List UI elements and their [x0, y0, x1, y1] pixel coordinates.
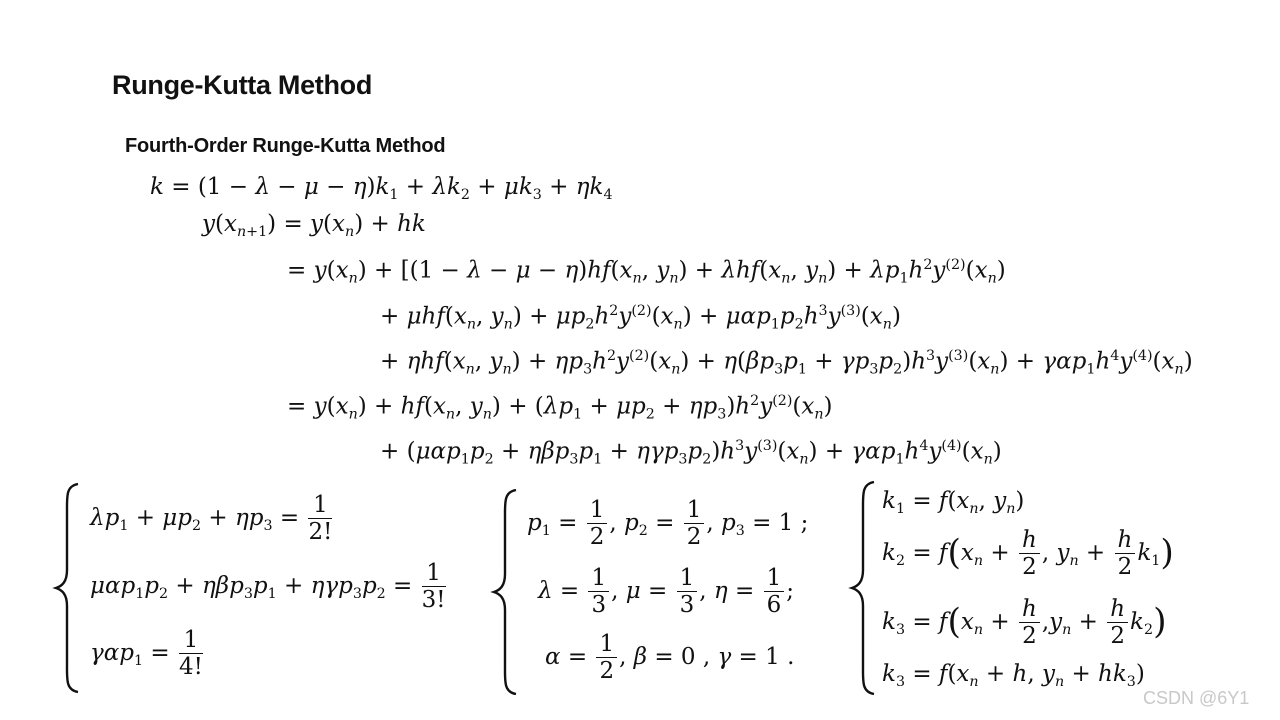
parameters-lambda-mu-eta: λ = $\frac{1}{3}$ , μ = $\frac{1}{3}$ , η = $\frac{1}{6}$ ;	[538, 565, 794, 619]
left-brace-parameters	[490, 488, 520, 696]
equation-y-next: $y(x_{n+1}) = y(x_n)$ + hk	[202, 211, 426, 240]
equation-expansion-line-2: + $\mu hf(x_n$, $y_n) + \mu p_2h^2y^{(2)}(x_n) + \mu\alpha p_1p_2h^3y^{(3)}(x_n)$	[380, 303, 901, 333]
section-subtitle: Fourth-Order Runge-Kutta Method	[125, 135, 446, 157]
k3-definition: $k_3 = f(x_n$ + $\frac{h}{2}$ $,y_n$ + $\frac{h}{2}$ $k_2$)	[882, 596, 1167, 650]
parameters-alpha-beta-gamma: α = $\frac{1}{2}$ , β = 0 , γ = 1 .	[545, 631, 795, 685]
k2-definition: $k_2 = f(x_n$ + $\frac{h}{2}$ , $y_n$ + $\frac{h}{2}$ $k_1$)	[882, 527, 1174, 581]
k4-definition: $k_3 = f(x_n + h$, $y_n + hk_3$)	[882, 661, 1145, 690]
page-title: Runge-Kutta Method	[112, 70, 373, 100]
condition-order-4: γαp$_1$ = $\frac{1}{4!}$	[90, 627, 203, 681]
watermark: CSDN @6Y1	[1143, 688, 1250, 708]
left-brace-k-values	[848, 480, 878, 696]
condition-order-2: $\lambda p_1 + \mu p_2 + \eta p_3$ = $\frac{1}{2!}$	[90, 492, 333, 546]
left-brace-conditions	[52, 482, 82, 694]
equation-expansion-line-3: + $\eta hf(x_n$, $y_n) + \eta p_3h^2y^{(2)}(x_n) + \eta(\beta p_3p_1 + \gamma p_3p_2)h^3y^{(3)}(x_n) + \gamma\alpha p_1h^4y^{(4)}(x_n)$	[380, 348, 1193, 378]
equation-grouped-line-2: + $(\mu\alpha p_1p_2 + \eta\beta p_3p_1 + \eta\gamma p_3p_2)h^3y^{(3)}(x_n) + \gamma\alpha p_1h^4y^{(4)}(x_n)$	[380, 438, 1002, 468]
parameters-p-values: $p_1$ = $\frac{1}{2}$ , $p_2$ = $\frac{1}{2}$ , $p_3 = 1$ ;	[527, 497, 809, 551]
equation-grouped-line-1: = $y(x_n) + hf(x_n$, $y_n) + (\lambda p_1 + \mu p_2 + \eta p_3)h^2y^{(2)}(x_n)$	[287, 393, 833, 423]
equation-expansion-line-1: = $y(x_n) + [(1 - \lambda - \mu - \eta)hf(x_n$, $y_n) + \lambda hf(x_n$, $y_n) + \lambda p_1h^2y^{(2)}(x_n)$	[287, 257, 1006, 287]
k1-definition: $k_1 = f(x_n$, $y_n$)	[882, 488, 1025, 517]
equation-k-definition: $k = (1 - \lambda - \mu - \eta)k_1 + \lambda k_2 + \mu k_3 + \eta k_4$	[150, 174, 613, 203]
condition-order-3: $\mu\alpha p_1p_2 + \eta\beta p_3p_1 + \eta\gamma p_3p_2$ = $\frac{1}{3!}$	[90, 560, 446, 614]
